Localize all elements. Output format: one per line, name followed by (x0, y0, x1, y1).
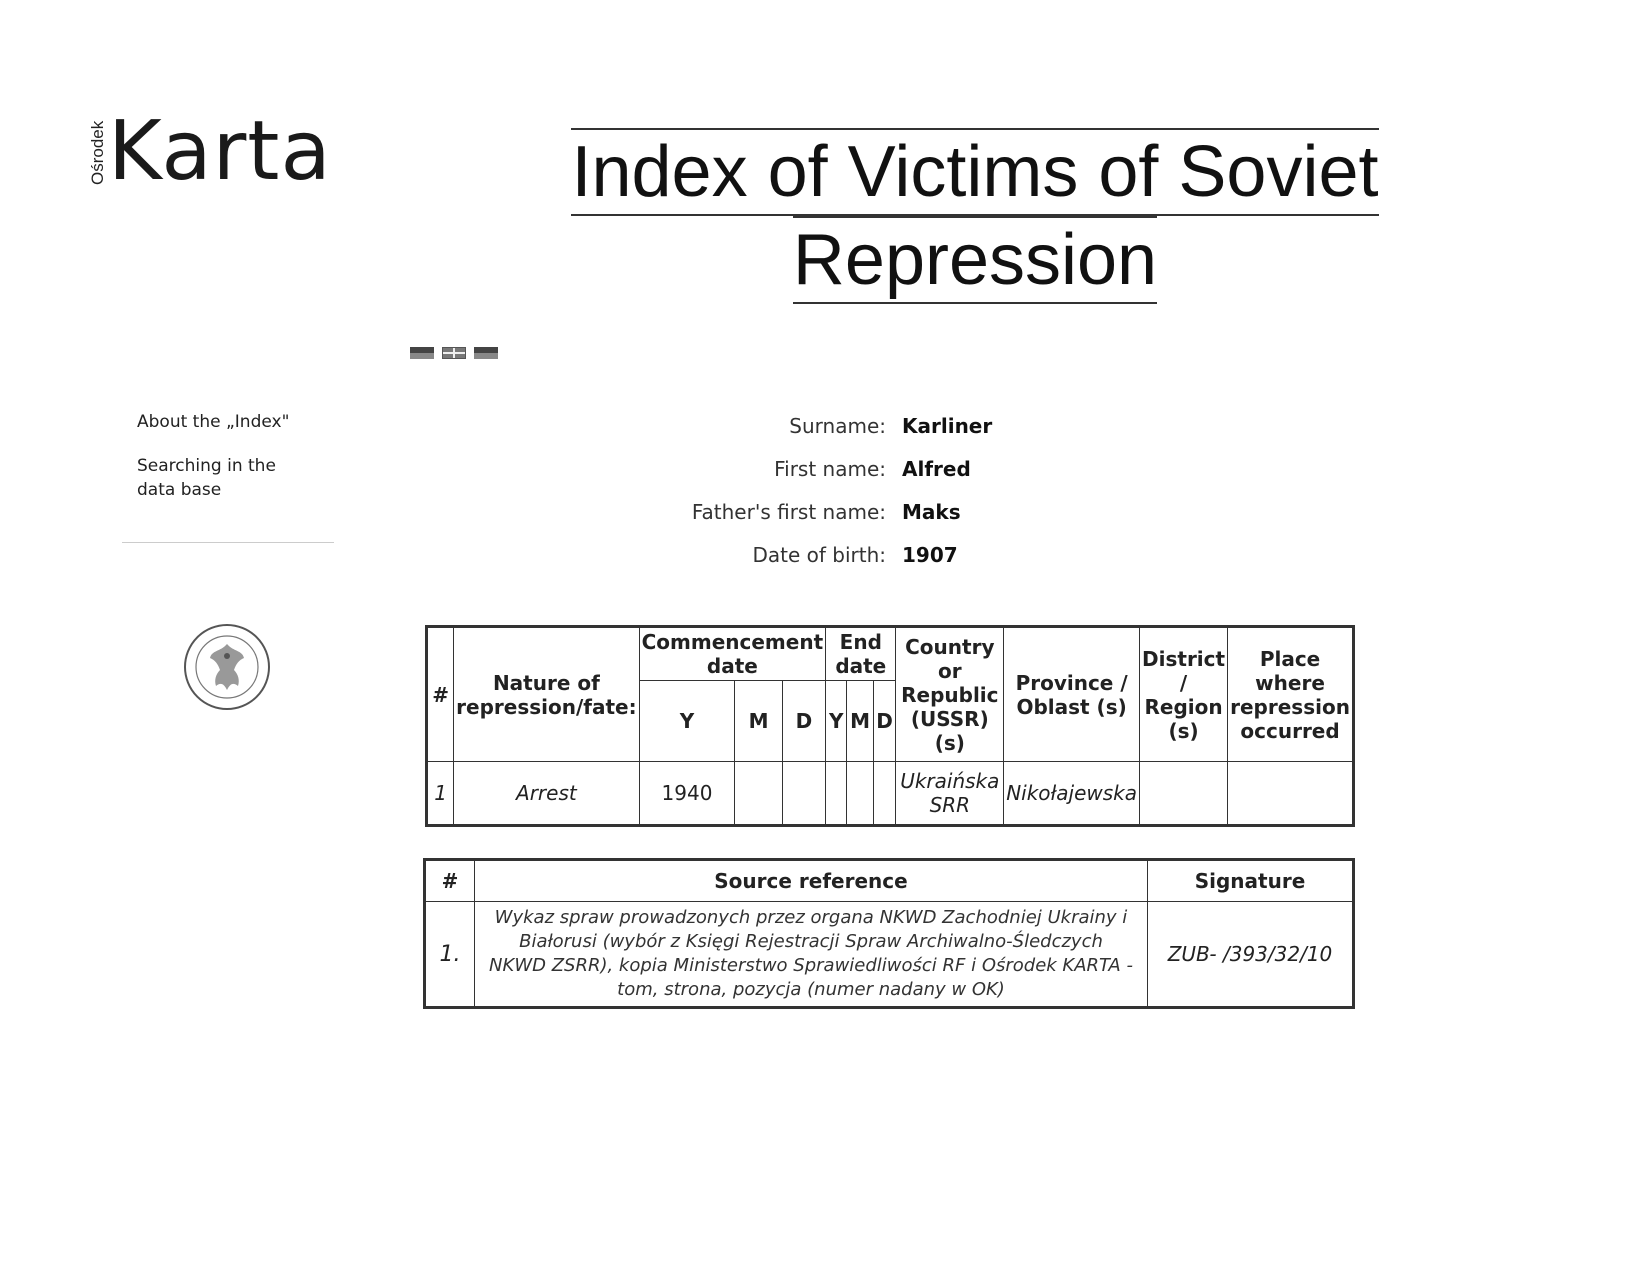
logo-prefix: Ośrodek (88, 120, 107, 186)
surname-value: Karliner (902, 413, 993, 438)
table-row (427, 762, 1354, 826)
row-num: 1. (425, 902, 475, 1008)
col-place: Place where repression occurred (1228, 627, 1354, 762)
col-commencement: Commencement date (639, 627, 826, 681)
sidebar-divider (122, 542, 334, 543)
language-switcher (410, 342, 501, 358)
row-start-d (782, 762, 825, 826)
person-details (600, 404, 992, 576)
col-province: Province / Oblast (s) (1004, 627, 1140, 762)
col-start-y: Y (639, 681, 735, 762)
row-start-y: 1940 (639, 762, 735, 826)
page-title (560, 128, 1390, 304)
first-name-row (600, 447, 992, 490)
surname-label: Surname: (789, 413, 886, 438)
first-name-value: Alfred (902, 456, 971, 481)
row-district (1140, 762, 1228, 826)
col-start-m: M (735, 681, 782, 762)
row-country: Ukraińska SRR (896, 762, 1004, 826)
logo-name: Karta (108, 104, 332, 199)
row-signature: ZUB- /393/32/10 (1148, 902, 1354, 1008)
repression-table (425, 625, 1355, 827)
birth-date-value: 1907 (902, 542, 958, 567)
uk-flag-icon[interactable] (442, 347, 466, 359)
col-end-m: M (847, 681, 873, 762)
birth-date-label: Date of birth: (752, 542, 886, 567)
col-end-y: Y (826, 681, 847, 762)
language-flag-icon[interactable] (474, 347, 498, 359)
col-source: Source reference (475, 860, 1148, 902)
col-num: # (427, 627, 454, 762)
karta-logo[interactable] (88, 104, 348, 199)
father-name-value: Maks (902, 499, 961, 524)
row-end-d (873, 762, 896, 826)
table-header-row (425, 860, 1354, 902)
first-name-label: First name: (774, 456, 886, 481)
table-header-row (427, 627, 1354, 681)
source-table (423, 858, 1355, 1009)
sidebar (137, 410, 347, 522)
row-place (1228, 762, 1354, 826)
col-district: District / Region (s) (1140, 627, 1228, 762)
ipn-seal-icon (182, 622, 272, 712)
col-end-d: D (873, 681, 896, 762)
row-nature: Arrest (454, 762, 639, 826)
language-flag-icon[interactable] (410, 347, 434, 359)
col-start-d: D (782, 681, 825, 762)
father-name-label: Father's first name: (691, 499, 886, 524)
col-country: Country or Republic (USSR) (s) (896, 627, 1004, 762)
col-signature: Signature (1148, 860, 1354, 902)
father-name-row (600, 490, 992, 533)
sidebar-item-about[interactable]: About the „Index" (137, 412, 290, 432)
surname-row (600, 404, 992, 447)
birth-date-row (600, 533, 992, 576)
title-line-2: Repression (793, 216, 1157, 304)
col-num: # (425, 860, 475, 902)
sidebar-item-search[interactable]: Searching in the data base (137, 456, 276, 500)
row-end-m (847, 762, 873, 826)
row-num: 1 (427, 762, 454, 826)
row-end-y (826, 762, 847, 826)
col-end: End date (826, 627, 896, 681)
row-source: Wykaz spraw prowadzonych przez organa NKWD Zachodniej Ukrainy i Białorusi (wybór z Księgi Rejestracji Spraw Archiwalno-Śledczych NKWD ZSRR), kopia Ministerstwo Sprawiedliwości RF i Ośrodek KARTA - tom, strona, pozycja (numer nadany w OK) (475, 902, 1148, 1008)
table-row (425, 902, 1354, 1008)
title-line-1: Index of Victims of Soviet (571, 128, 1378, 216)
col-nature: Nature of repression/fate: (454, 627, 639, 762)
row-province: Nikołajewska (1004, 762, 1140, 826)
row-start-m (735, 762, 782, 826)
